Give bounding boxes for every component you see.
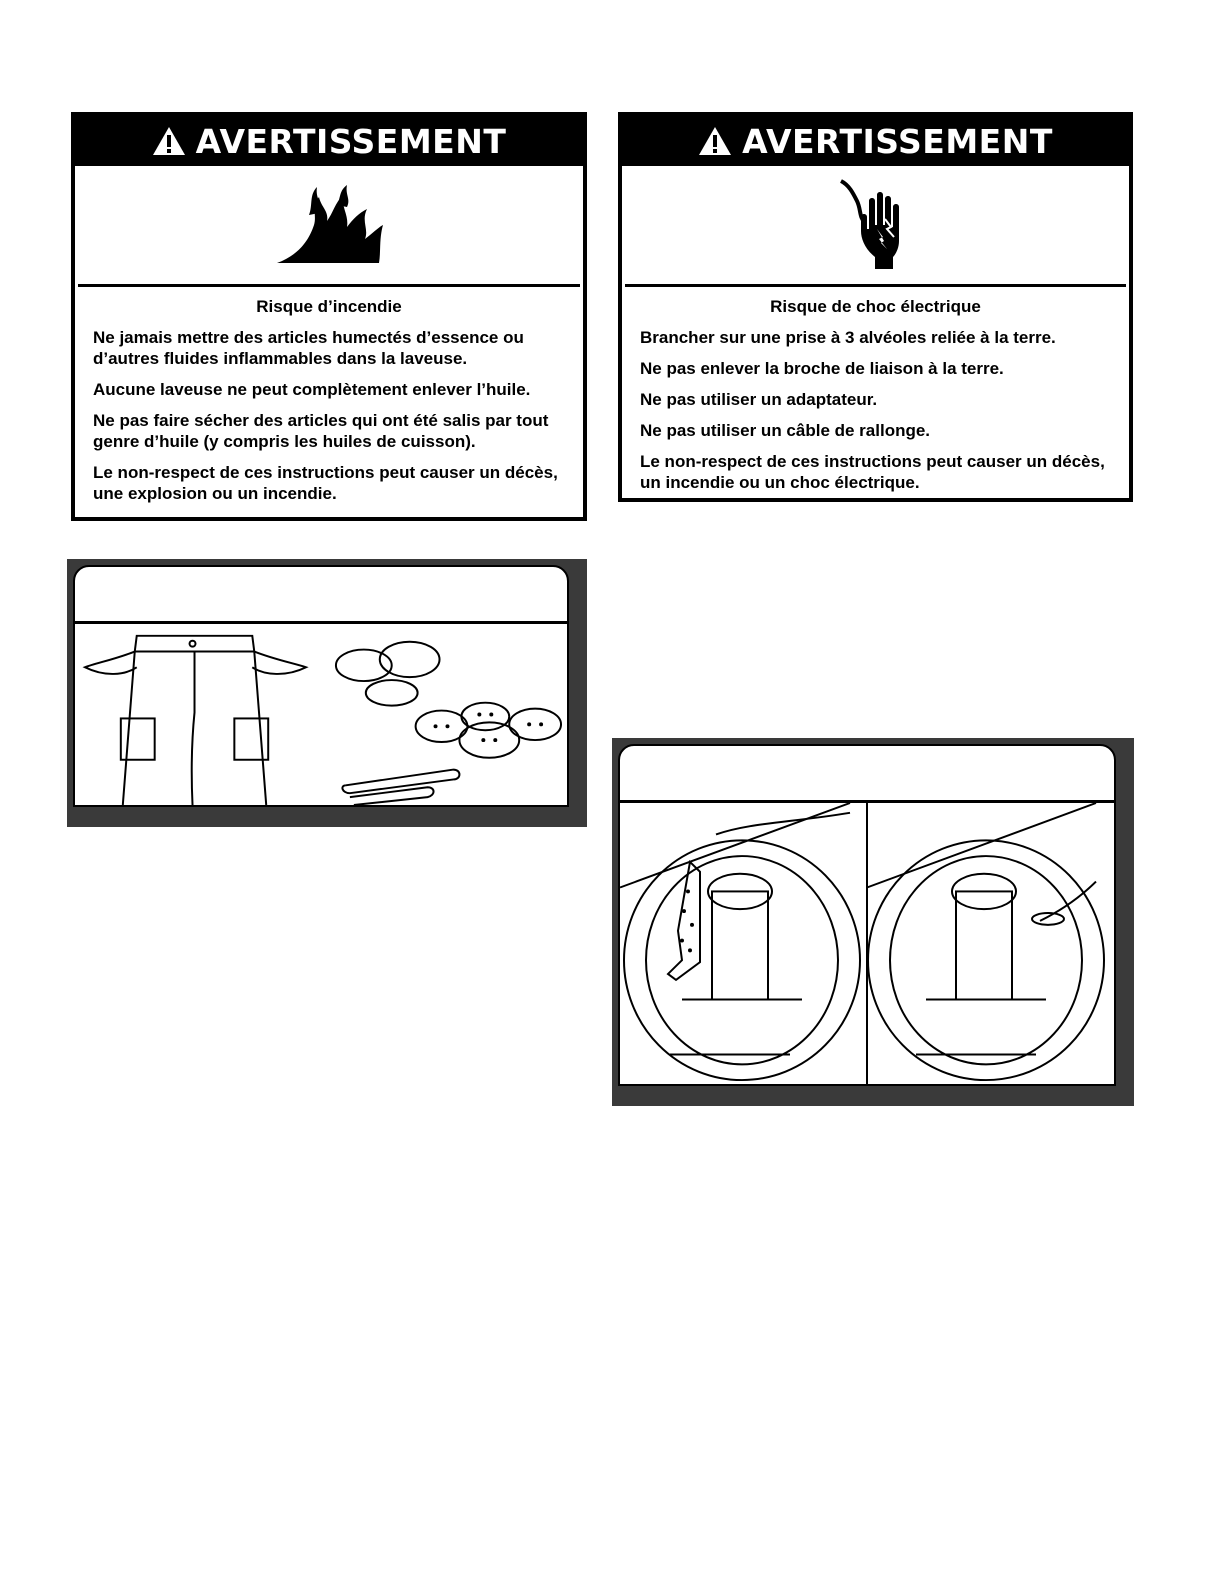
fire-icon xyxy=(269,185,389,265)
warning-line: Ne jamais mettre des articles humectés d’essence ou d’autres fluides inflammables dans la laveuse. xyxy=(93,328,524,368)
warning-line: Aucune laveuse ne peut complètement enlever l’huile. xyxy=(93,380,531,399)
warning-line: Ne pas enlever la broche de liaison à la terre. xyxy=(640,359,1004,378)
warning-line: Ne pas faire sécher des articles qui ont été salis par tout genre d’huile (y compris les huiles de cuisson). xyxy=(93,411,549,451)
warning-title: AVERTISSEMENT xyxy=(195,121,507,161)
warning-title: AVERTISSEMENT xyxy=(742,121,1053,161)
warning-line: Brancher sur une prise à 3 alvéoles reliée à la terre. xyxy=(640,328,1056,347)
pockets-illustration-frame xyxy=(67,559,587,827)
warning-triangle-icon xyxy=(152,126,186,156)
scene-divider xyxy=(866,803,868,1084)
illustration-caption-area xyxy=(75,567,567,624)
warning-line: Ne pas utiliser un câble de rallonge. xyxy=(640,421,931,440)
warning-line: Ne pas utiliser un adaptateur. xyxy=(640,390,878,409)
shock-warning-box xyxy=(618,112,1133,502)
washer-drum-illustration xyxy=(620,803,1114,1084)
electric-shock-hand-icon xyxy=(831,179,921,271)
fire-warning-box xyxy=(71,112,587,521)
pants-coins-buttons-illustration xyxy=(75,624,567,805)
warning-header xyxy=(75,116,583,166)
warning-header xyxy=(622,116,1129,166)
fire-symbol-panel xyxy=(78,166,580,287)
pockets-illustration xyxy=(75,624,567,805)
warning-line: Le non-respect de ces instructions peut causer un décès, une explosion ou un incendie. xyxy=(93,463,558,503)
warning-line: Le non-respect de ces instructions peut causer un décès, un incendie ou un choc électrique. xyxy=(640,452,1105,492)
warning-subtitle: Risque d’incendie xyxy=(256,297,402,316)
illustration-caption-area xyxy=(620,746,1114,803)
washer-illustration-frame xyxy=(612,738,1134,1106)
illustration-panel xyxy=(73,565,569,807)
warning-triangle-icon xyxy=(698,126,732,156)
illustration-panel xyxy=(618,744,1116,1086)
warning-subtitle: Risque de choc électrique xyxy=(770,297,981,316)
shock-symbol-panel xyxy=(625,166,1126,287)
